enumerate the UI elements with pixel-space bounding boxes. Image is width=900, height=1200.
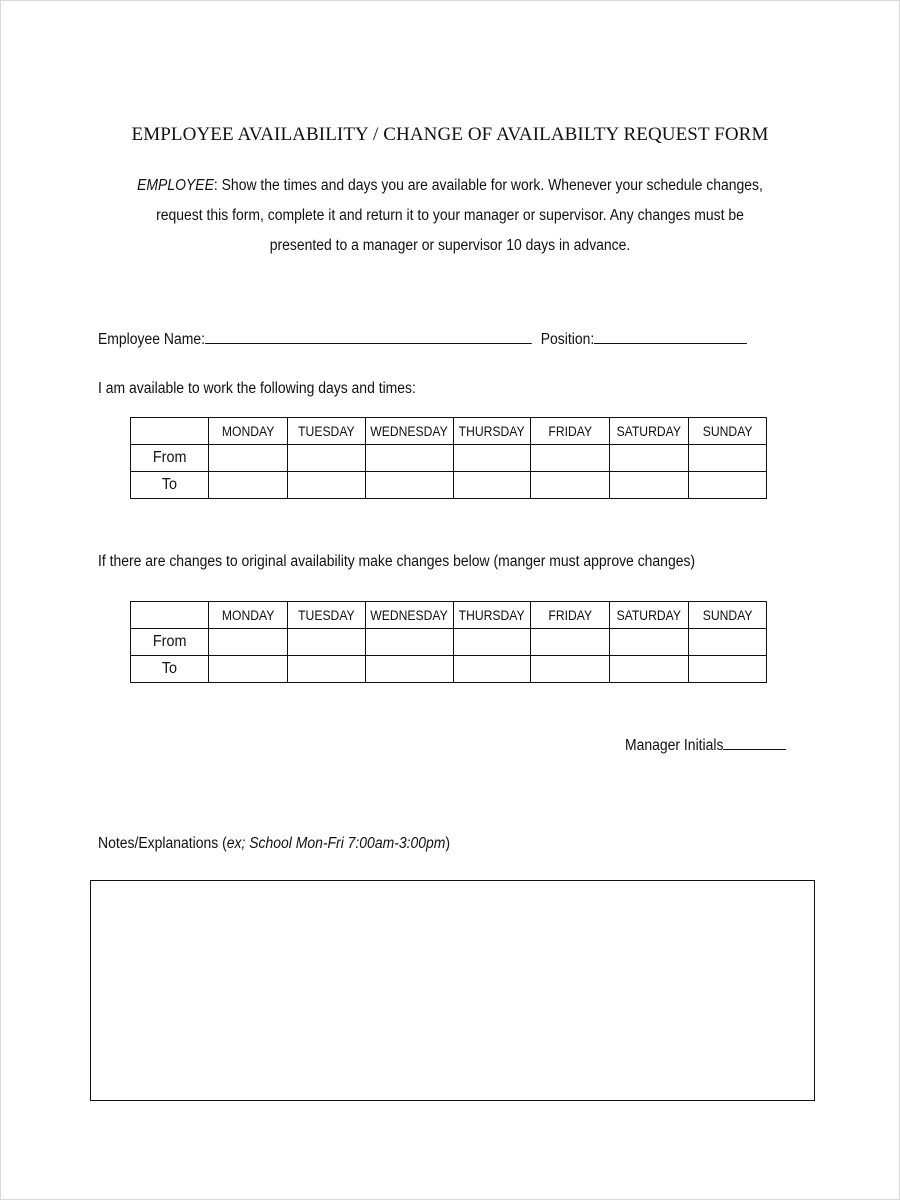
to-saturday-cell[interactable] xyxy=(610,472,689,499)
row-label-from: From xyxy=(131,629,209,656)
notes-label xyxy=(98,835,450,853)
from-sunday-cell[interactable] xyxy=(689,629,767,656)
to-thursday-cell[interactable] xyxy=(454,656,531,683)
from-thursday-cell[interactable] xyxy=(454,629,531,656)
position-field[interactable] xyxy=(594,333,747,344)
to-sunday-cell[interactable] xyxy=(689,472,767,499)
day-header-tuesday: TUESDAY xyxy=(288,602,366,629)
day-header-tuesday: TUESDAY xyxy=(288,418,366,445)
row-label-to: To xyxy=(131,656,209,683)
from-monday-cell[interactable] xyxy=(209,445,288,472)
instructions-line-2: request this form, complete it and return it to your manager or supervisor. Any changes must be xyxy=(156,207,744,224)
day-header-friday: FRIDAY xyxy=(531,602,610,629)
day-header-saturday: SATURDAY xyxy=(610,418,689,445)
to-sunday-cell[interactable] xyxy=(689,656,767,683)
instructions-lead: EMPLOYEE xyxy=(137,177,214,194)
to-wednesday-cell[interactable] xyxy=(366,472,454,499)
day-header-sunday: SUNDAY xyxy=(689,602,767,629)
from-thursday-cell[interactable] xyxy=(454,445,531,472)
changes-to-row xyxy=(131,656,767,683)
day-header-friday: FRIDAY xyxy=(531,418,610,445)
day-header-wednesday: WEDNESDAY xyxy=(366,418,454,445)
row-label-from: From xyxy=(131,445,209,472)
from-saturday-cell[interactable] xyxy=(610,445,689,472)
changes-header-row xyxy=(131,602,767,629)
position-label: Position: xyxy=(540,331,595,348)
form-title: EMPLOYEE AVAILABILITY / CHANGE OF AVAILABILTY REQUEST FORM xyxy=(131,124,769,145)
day-header-sunday: SUNDAY xyxy=(689,418,767,445)
day-header-monday: MONDAY xyxy=(209,418,288,445)
notes-example: ex; School Mon-Fri 7:00am-3:00pm xyxy=(226,835,446,852)
from-friday-cell[interactable] xyxy=(531,445,610,472)
to-saturday-cell[interactable] xyxy=(610,656,689,683)
form-instructions xyxy=(135,171,765,261)
to-tuesday-cell[interactable] xyxy=(288,656,366,683)
employee-info-row xyxy=(98,331,747,349)
to-monday-cell[interactable] xyxy=(209,656,288,683)
from-tuesday-cell[interactable] xyxy=(288,445,366,472)
notes-label-end: ) xyxy=(445,835,451,852)
availability-table xyxy=(130,417,767,499)
to-friday-cell[interactable] xyxy=(531,656,610,683)
from-tuesday-cell[interactable] xyxy=(288,629,366,656)
day-header-wednesday: WEDNESDAY xyxy=(366,602,454,629)
from-wednesday-cell[interactable] xyxy=(366,445,454,472)
changes-table xyxy=(130,601,767,683)
from-sunday-cell[interactable] xyxy=(689,445,767,472)
corner-cell xyxy=(131,418,209,445)
to-thursday-cell[interactable] xyxy=(454,472,531,499)
manager-initials-label: Manager Initials xyxy=(625,737,724,754)
to-tuesday-cell[interactable] xyxy=(288,472,366,499)
availability-header-row xyxy=(131,418,767,445)
availability-to-row xyxy=(131,472,767,499)
from-wednesday-cell[interactable] xyxy=(366,629,454,656)
instructions-line-3: presented to a manager or supervisor 10 days in advance. xyxy=(269,237,631,254)
manager-initials-field[interactable] xyxy=(723,739,786,750)
changes-from-row xyxy=(131,629,767,656)
employee-name-field[interactable] xyxy=(205,333,532,344)
changes-intro: If there are changes to original availability make changes below (manger must approve changes) xyxy=(98,553,696,570)
notes-textarea[interactable] xyxy=(90,880,815,1101)
availability-from-row xyxy=(131,445,767,472)
instructions-text-1: : Show the times and days you are available for work. Whenever your schedule changes, xyxy=(213,177,763,194)
to-monday-cell[interactable] xyxy=(209,472,288,499)
from-monday-cell[interactable] xyxy=(209,629,288,656)
day-header-monday: MONDAY xyxy=(209,602,288,629)
to-wednesday-cell[interactable] xyxy=(366,656,454,683)
day-header-thursday: THURSDAY xyxy=(454,602,531,629)
manager-initials-row xyxy=(625,737,786,755)
day-header-saturday: SATURDAY xyxy=(610,602,689,629)
instructions-line-1 xyxy=(135,171,765,201)
row-label-to: To xyxy=(131,472,209,499)
from-friday-cell[interactable] xyxy=(531,629,610,656)
notes-label-text: Notes/Explanations ( xyxy=(98,835,227,852)
from-saturday-cell[interactable] xyxy=(610,629,689,656)
day-header-thursday: THURSDAY xyxy=(454,418,531,445)
corner-cell xyxy=(131,602,209,629)
availability-intro: I am available to work the following days and times: xyxy=(98,380,416,397)
to-friday-cell[interactable] xyxy=(531,472,610,499)
employee-name-label: Employee Name: xyxy=(98,331,206,348)
